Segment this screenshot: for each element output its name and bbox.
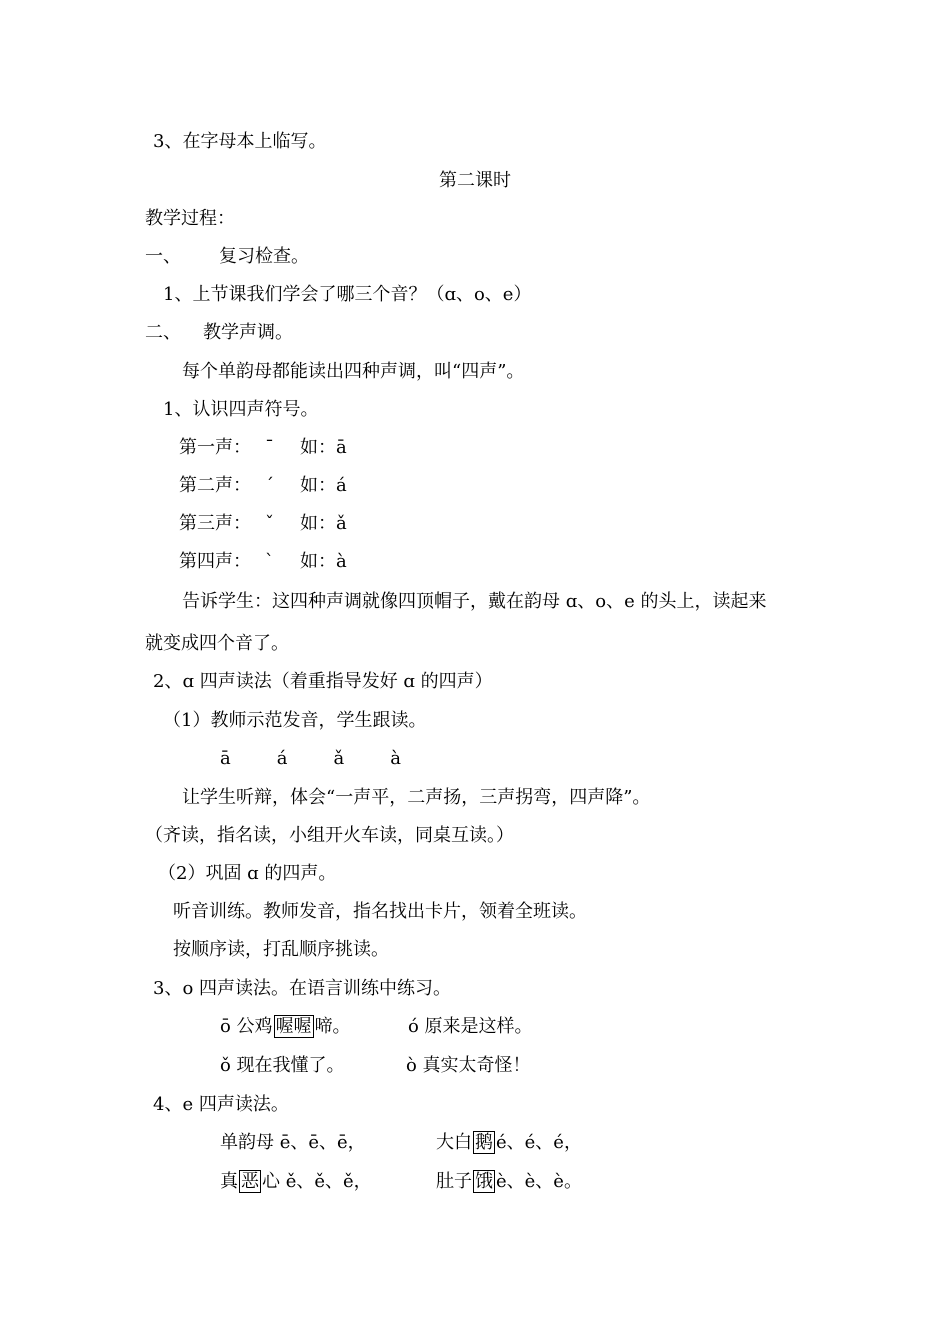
a-tone-3: ǎ — [333, 748, 345, 769]
a-tone-4: à — [390, 748, 401, 769]
e3-prefix: 真 — [220, 1171, 238, 1192]
read-modes-line: （齐读，指名读，小组开火车读，同桌互读。） — [145, 825, 514, 846]
drill-line-1: 听音训练。教师发音，指名找出卡片，领着全班读。 — [173, 901, 587, 922]
heading-1-text: 复习检查。 — [219, 246, 309, 267]
e3-boxed-char: 恶 — [241, 1171, 259, 1192]
e4-suffix: è、è、è。 — [496, 1171, 582, 1192]
tone-row-2 — [179, 474, 347, 498]
subsection-2-2: （2）巩固 ɑ 的四声。 — [158, 863, 337, 884]
e4-prefix: 肚子 — [436, 1171, 472, 1192]
e2-boxed-char: 鹅 — [475, 1132, 493, 1153]
tone-row-3 — [179, 512, 347, 536]
tone-label: 第四声： — [179, 551, 251, 572]
step-3-line: 3、在字母本上临写。 — [153, 131, 327, 152]
listen-line: 让学生听辩，体会“一声平，二声扬，三声拐弯，四声降”。 — [182, 787, 651, 808]
e3-suffix: 心 ě、ě、ě， — [262, 1171, 372, 1192]
question-1: 1、上节课我们学会了哪三个音？（ɑ、o、e） — [163, 284, 532, 305]
heading-2-text: 教学声调。 — [203, 322, 293, 343]
tone-example: 如：ǎ — [300, 513, 347, 534]
e-tone-line-4 — [436, 1170, 582, 1194]
tell-students-line-1: 告诉学生：这四种声调就像四顶帽子，戴在韵母 ɑ、o、e 的头上，读起来 — [182, 591, 767, 612]
o-tone-line-3: ǒ 现在我懂了。 — [220, 1055, 345, 1076]
heading-1 — [145, 245, 309, 269]
o-tone-line-1 — [220, 1015, 351, 1039]
o1-boxed-chars: 喔喔 — [275, 1016, 312, 1037]
tone-example: 如：ā — [300, 437, 347, 458]
tone-row-1 — [179, 436, 347, 460]
intro-line: 每个单韵母都能读出四种声调，叫“四声”。 — [182, 361, 525, 382]
process-label: 教学过程： — [145, 208, 235, 229]
heading-2-number: 二、 — [145, 322, 181, 343]
drill-line-2: 按顺序读，打乱顺序挑读。 — [173, 939, 389, 960]
e-tone-line-3 — [220, 1170, 372, 1194]
o1-prefix: ō 公鸡 — [220, 1016, 273, 1037]
subsection-1: 1、认识四声符号。 — [163, 399, 319, 420]
subsection-4: 4、e 四声读法。 — [153, 1094, 289, 1115]
heading-1-number: 一、 — [145, 246, 181, 267]
o-tone-line-4: ò 真实太奇怪！ — [406, 1055, 531, 1076]
heading-2 — [145, 321, 293, 345]
tone-label: 第三声： — [179, 513, 251, 534]
o1-suffix: 啼。 — [314, 1016, 351, 1037]
tone-mark: ˋ — [265, 551, 274, 572]
e-tone-line-2 — [436, 1131, 582, 1155]
o-tone-line-2: ó 原来是这样。 — [408, 1016, 533, 1037]
e2-suffix: é、é、é， — [496, 1132, 582, 1153]
a-tones-row — [220, 747, 401, 771]
e-tone-line-1: 单韵母 ē、ē、ē， — [220, 1132, 366, 1153]
tone-label: 第二声： — [179, 475, 251, 496]
section-title: 第二课时 — [439, 170, 511, 191]
e4-boxed-char: 饿 — [475, 1171, 493, 1192]
a-tone-1: ā — [220, 748, 231, 769]
tone-example: 如：à — [300, 551, 347, 572]
tell-students-line-2: 就变成四个音了。 — [145, 633, 289, 654]
tone-example: 如：á — [300, 475, 347, 496]
a-tone-2: á — [276, 748, 288, 769]
tone-mark: ˊ — [265, 475, 274, 496]
subsection-3: 3、o 四声读法。在语言训练中练习。 — [153, 978, 452, 999]
tone-row-4 — [179, 550, 347, 574]
subsection-2-1: （1）教师示范发音，学生跟读。 — [163, 710, 427, 731]
tone-label: 第一声： — [179, 437, 251, 458]
subsection-2: 2、ɑ 四声读法（着重指导发好 ɑ 的四声） — [153, 671, 493, 692]
e2-prefix: 大白 — [436, 1132, 472, 1153]
tone-mark: ˇ — [265, 513, 274, 534]
tone-mark: ˉ — [265, 437, 274, 458]
